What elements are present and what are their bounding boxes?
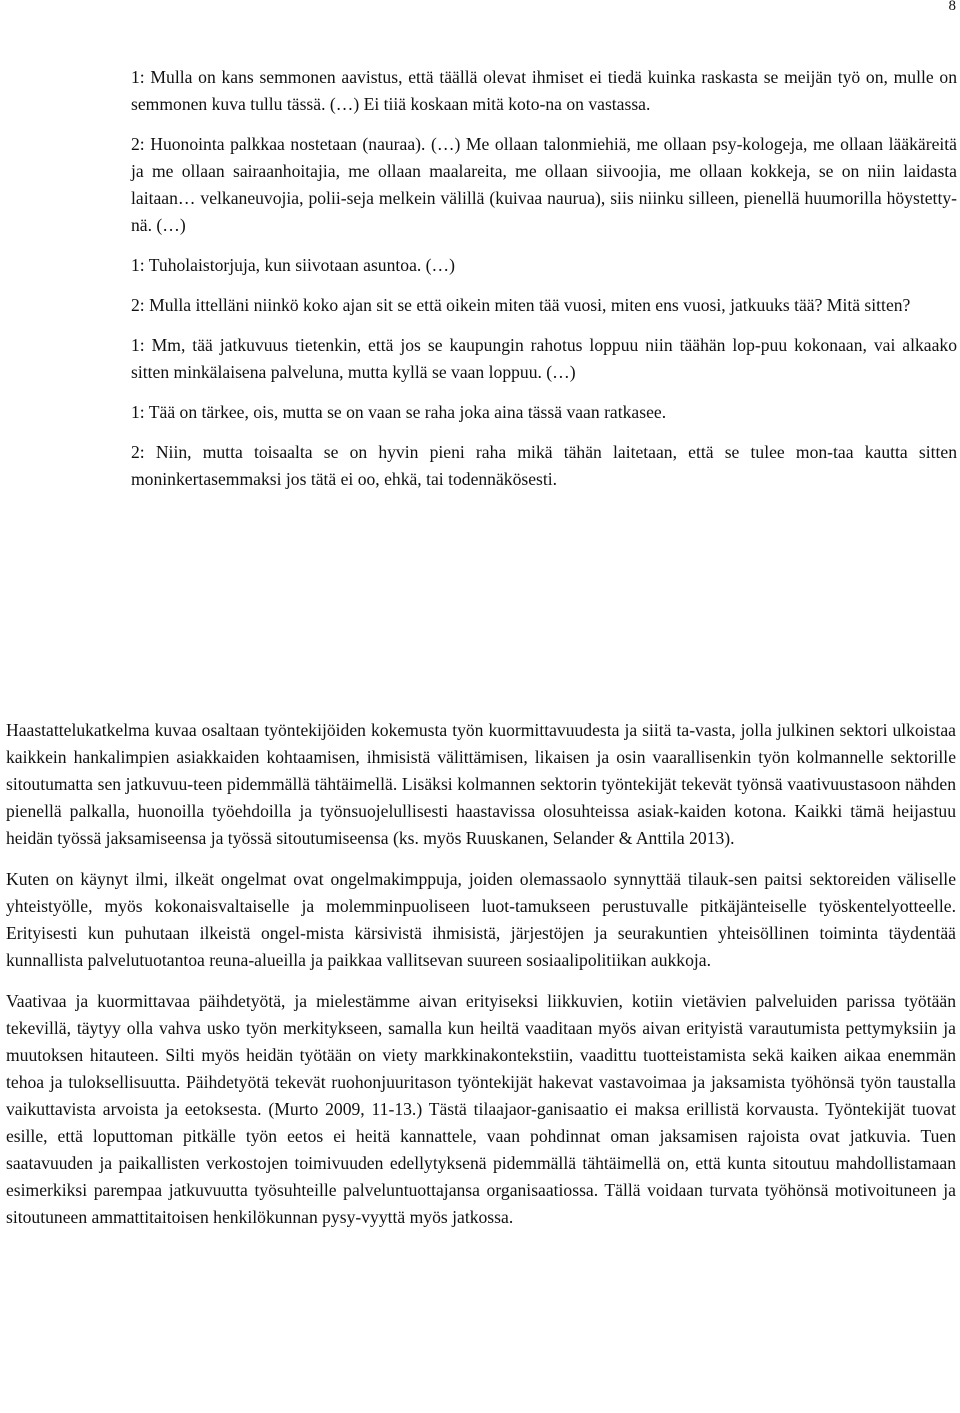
paragraph: Vaativaa ja kuormittavaa päihdetyötä, ja mielestämme aivan erityiseksi liikkuvien, kotiin vietävien palveluiden parissa työtään tekevillä, täytyy olla vahva usko työn merkitykseen, samalla kun heiltä vaaditaan myös aivan erityistä varautumista pettymyksiin ja muutoksen hitauteen. Silti myös heidän työtään on viety markkinakontekstiin, vaadittu tuotteistamista sekä kaiken aikaa enemmän tehoa ja tuloksellisuutta. Päihdetyötä tekevät ruohonjuuritason työntekijät hakevat vastavoimaa ja jaksamista työhönsä työn taustalla vaikuttavista arvoista ja eetoksesta. (Murto 2009, 11-13.) Tästä tilaajaor-ganisaatio ei maksa erillistä korvausta. Työntekijät tuovat esille, että loputtoman pitkälle työn eetos ei heitä kannattele, vaan pohdinnat oman jaksamisen rajoista ovat jatkuvia. Tuen saatavuuden ja paikallisten verkostojen toimivuuden edellytyksenä pidemmällä tähtäimellä on, että kunta sitoutuu mahdollistamaan esimerkiksi parempaa jatkuvuutta työsuhteille palveluntuottajansa organisaatiossa. Tällä voidaan turvata työhönsä motivoituneen ja sitoutuneen ammattitaitoisen henkilökunnan pysy-vyyttä myös jatkossa. [6, 991, 956, 1227]
paragraph: Kuten on käynyt ilmi, ilkeät ongelmat ovat ongelmakimppuja, joiden olemassaolo synnyttää tilauk-sen paitsi sektoreiden väliselle yhteistyölle, myös kokonaisvaltaiselle ja molemminpuoliseen luot-tamukseen perustuvalle pitkäjänteiselle työskentelyotteelle. Erityisesti kun puhutaan ilkeistä ongel-mista kärsivistä ihmisistä, järjestöjen ja seurakuntien yhteisöllinen toiminta täydentää kunnallista palvelutuotantoa reuna-alueilla ja paikkaa vallitsevan suureen sosiaalipolitiikan aukkoja. [6, 869, 956, 970]
quote-line: 1: Mulla on kans semmonen aavistus, että täällä olevat ihmiset ei tiedä kuinka raskasta se meijän työ on, mulle on semmonen kuva tullu tässä. (…) Ei tiiä koskaan mitä koto-na on vastassa. [131, 67, 957, 114]
quote-line: 1: Tää on tärkee, ois, mutta se on vaan se raha joka aina tässä vaan ratkasee. [131, 402, 667, 422]
paragraph: Haastattelukatkelma kuvaa osaltaan työntekijöiden kokemusta työn kuormittavuudesta ja siitä ta-vasta, jolla julkinen sektori ulkoistaa kaikkein hankalimpien asiakkaiden kohtaamisen, ihmisistä välittämisen, likaisen ja osin vaarallisenkin työn kolmannelle sektorille sitoutumatta sen jatkuvuu-teen pidemmällä tähtäimellä. Lisäksi kolmannen sektorin työntekijät tekevät työnsä vaativuustasoon nähden pienellä palkalla, huonoilla työehdoilla ja työnsuojelullisesti haastavissa olosuhteissa asiak-kaiden kotona. Kaikki tämä heijastuu heidän työssä jaksamiseensa ja työssä sitoutumiseensa (ks. myös Ruuskanen, Selander & Anttila 2013). [6, 720, 956, 848]
quote-line: 2: Mulla ittelläni niinkö koko ajan sit se että oikein miten tää vuosi, miten ens vuosi, jatkuuks tää? Mitä sitten? [131, 295, 911, 315]
quote-line: 2: Huonointa palkkaa nostetaan (nauraa). (…) Me ollaan talonmiehiä, me ollaan psy-kologeja, me ollaan lääkäreitä ja me ollaan sairaanhoitajia, me ollaan maalareita, me ollaan siivoojia, me ollaan kokkeja, se on niin laidasta laitaan… velkaneuvojia, polii-seja melkein välillä (kuivaa naurua), siis niinku silleen, pienellä huumorilla höystetty-nä. (…) [131, 134, 957, 235]
body-text [6, 717, 956, 1245]
page-number: 8 [948, 0, 956, 14]
quote-line: 2: Niin, mutta toisaalta se on hyvin pieni raha mikä tähän laitetaan, että se tulee mon-taa kautta sitten moninkertasemmaksi jos tätä ei oo, ehkä, tai todennäkösesti. [131, 442, 957, 489]
quote-line: 1: Tuholaistorjuja, kun siivotaan asuntoa. (…) [131, 255, 455, 275]
quote-line: 1: Mm, tää jatkuvuus tietenkin, että jos se kaupungin rahotus loppuu niin täähän lop-puu kokonaan, vai alkaako sitten minkälaisena palveluna, mutta kyllä se vaan loppuu. (…) [131, 335, 957, 382]
interview-excerpt [131, 64, 957, 506]
